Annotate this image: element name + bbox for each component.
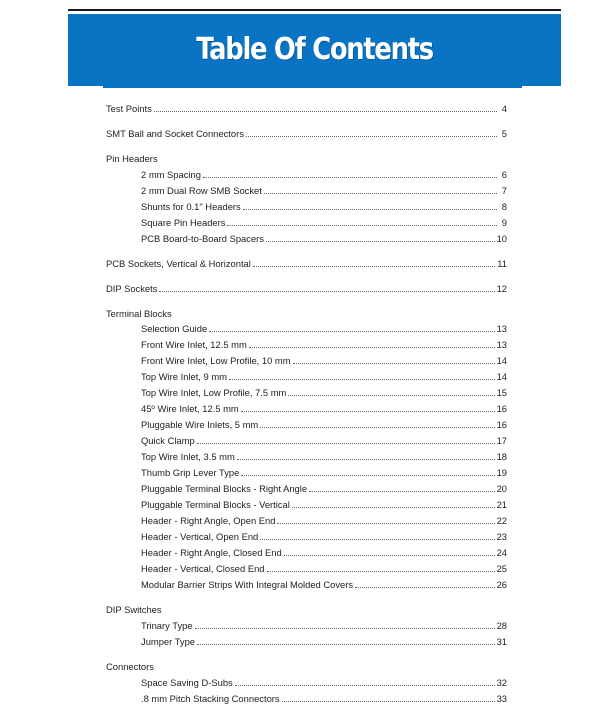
toc-entry-label: Jumper Type (141, 636, 196, 647)
banner-stripe-thin (103, 86, 522, 88)
toc-entry[interactable] (141, 677, 507, 688)
top-rule (68, 9, 561, 11)
toc-leader-dots (264, 192, 497, 194)
toc-leader-dots (154, 110, 497, 112)
toc-leader-dots (235, 684, 495, 686)
toc-page-number: 4 (501, 103, 507, 114)
toc-leader-dots (195, 627, 495, 629)
toc-entry[interactable] (106, 283, 507, 294)
toc-page-number: 21 (496, 499, 507, 510)
toc-entry-label: 2 mm Dual Row SMB Socket (141, 185, 262, 196)
toc-entry[interactable] (141, 419, 507, 430)
toc-leader-dots (309, 490, 495, 492)
toc-section-heading (106, 604, 162, 615)
toc-page-number: 14 (496, 355, 507, 366)
toc-entry-label: Square Pin Headers (141, 217, 226, 228)
toc-entry-label: 2 mm Spacing (141, 169, 201, 180)
toc-entry-label: Header - Vertical, Closed End (141, 563, 265, 574)
toc-page-number: 18 (496, 451, 507, 462)
toc-leader-dots (249, 346, 495, 348)
toc-entry[interactable] (141, 201, 507, 212)
toc-entry-label: Top Wire Inlet, Low Profile, 7.5 mm (141, 387, 287, 398)
toc-entry[interactable] (141, 371, 507, 382)
toc-leader-dots (282, 700, 495, 702)
toc-leader-dots (246, 135, 497, 137)
toc-page-number: 9 (501, 217, 507, 228)
toc-leader-dots (203, 176, 497, 178)
toc-entry[interactable] (141, 387, 507, 398)
toc-entry[interactable] (141, 515, 507, 526)
toc-entry[interactable] (141, 339, 507, 350)
toc-leader-dots (260, 538, 494, 540)
toc-entry[interactable] (141, 531, 507, 542)
toc-page-number: 6 (501, 169, 507, 180)
toc-entry-label: Space Saving D-Subs (141, 677, 233, 688)
toc-entry-label: Pin Headers (106, 153, 158, 164)
toc-leader-dots (293, 362, 495, 364)
toc-leader-dots (241, 474, 494, 476)
toc-page-number: 22 (496, 515, 507, 526)
toc-entry[interactable] (141, 467, 507, 478)
toc-page-number: 23 (496, 531, 507, 542)
toc-entry-label: Header - Right Angle, Open End (141, 515, 276, 526)
toc-leader-dots (237, 458, 495, 460)
toc-entry-label: Modular Barrier Strips With Integral Molded Covers (141, 579, 354, 590)
toc-entry[interactable] (141, 636, 507, 647)
toc-entry-label: .8 mm Pitch Stacking Connectors (141, 693, 280, 704)
toc-page-number: 28 (496, 620, 507, 631)
toc-page-number: 25 (496, 563, 507, 574)
toc-page-number: 20 (496, 483, 507, 494)
toc-entry-label: Pluggable Terminal Blocks - Right Angle (141, 483, 308, 494)
toc-entry[interactable] (141, 499, 507, 510)
toc-entry-label: Header - Vertical, Open End (141, 531, 259, 542)
toc-entry[interactable] (141, 169, 507, 180)
toc-leader-dots (284, 554, 495, 556)
toc-section-heading (106, 153, 158, 164)
banner-stripe-thick (103, 76, 522, 80)
toc-leader-dots (288, 394, 494, 396)
toc-leader-dots (209, 330, 494, 332)
toc-entry-label: Connectors (106, 661, 154, 672)
toc-leader-dots (266, 240, 495, 242)
toc-entry-label: Front Wire Inlet, Low Profile, 10 mm (141, 355, 291, 366)
toc-leader-dots (197, 643, 495, 645)
toc-entry-label: Selection Guide (141, 323, 208, 334)
toc-entry-label: Pluggable Wire Inlets, 5 mm (141, 419, 259, 430)
toc-entry-label: DIP Sockets (106, 283, 158, 294)
toc-entry[interactable] (106, 258, 507, 269)
toc-page-number: 16 (496, 419, 507, 430)
toc-page-number: 19 (496, 467, 507, 478)
toc-entry[interactable] (141, 451, 507, 462)
toc-leader-dots (159, 290, 494, 292)
toc-leader-dots (241, 410, 495, 412)
toc-entry[interactable] (141, 355, 507, 366)
toc-entry-label: PCB Board-to-Board Spacers (141, 233, 264, 244)
toc-leader-dots (253, 265, 495, 267)
toc-entry-label: Top Wire Inlet, 3.5 mm (141, 451, 235, 462)
toc-leader-dots (260, 426, 494, 428)
toc-entry[interactable] (141, 403, 507, 414)
toc-page-number: 7 (501, 185, 507, 196)
toc-page-number: 8 (501, 201, 507, 212)
toc-page-number: 13 (496, 339, 507, 350)
page-title: Table Of Contents (196, 32, 433, 67)
toc-entry-label: 45º Wire Inlet, 12.5 mm (141, 403, 239, 414)
toc-entry-label: Test Points (106, 103, 152, 114)
toc-entry-label: Header - Right Angle, Closed End (141, 547, 282, 558)
toc-page-number: 14 (496, 371, 507, 382)
toc-leader-dots (229, 378, 495, 380)
toc-page-number: 15 (496, 387, 507, 398)
toc-page-number: 33 (496, 693, 507, 704)
toc-entry[interactable] (141, 483, 507, 494)
toc-section-heading (106, 308, 172, 319)
toc-entry-label: SMT Ball and Socket Connectors (106, 128, 244, 139)
toc-page-number: 24 (496, 547, 507, 558)
toc-page-number: 17 (496, 435, 507, 446)
toc-entry-label: Front Wire Inlet, 12.5 mm (141, 339, 247, 350)
toc-entry[interactable] (141, 579, 507, 590)
toc-entry[interactable] (106, 128, 507, 139)
toc-leader-dots (243, 208, 497, 210)
toc-leader-dots (197, 442, 495, 444)
toc-section-heading (106, 661, 154, 672)
toc-entry[interactable] (106, 103, 507, 114)
toc-entry[interactable] (141, 547, 507, 558)
toc-entry[interactable] (141, 217, 507, 228)
toc-page-number: 12 (496, 283, 507, 294)
toc-entry-label: Thumb Grip Lever Type (141, 467, 240, 478)
toc-page-number: 5 (501, 128, 507, 139)
toc-entry-label: DIP Switches (106, 604, 162, 615)
toc-leader-dots (227, 224, 497, 226)
toc-entry[interactable] (141, 233, 507, 244)
toc-page-number: 31 (496, 636, 507, 647)
toc-page-number: 10 (496, 233, 507, 244)
toc-entry-label: Top Wire Inlet, 9 mm (141, 371, 227, 382)
toc-leader-dots (267, 570, 495, 572)
toc-page-number: 11 (497, 258, 507, 269)
toc-entry[interactable] (141, 620, 507, 631)
toc-entry[interactable] (141, 693, 507, 704)
toc-leader-dots (292, 506, 495, 508)
toc-entry-label: Pluggable Terminal Blocks - Vertical (141, 499, 290, 510)
toc-leader-dots (277, 522, 494, 524)
toc-entry[interactable] (141, 435, 507, 446)
toc-entry-label: Quick Clamp (141, 435, 195, 446)
toc-page-number: 13 (496, 323, 507, 334)
toc-entry-label: PCB Sockets, Vertical & Horizontal (106, 258, 251, 269)
toc-entry[interactable] (141, 185, 507, 196)
toc-entry[interactable] (141, 563, 507, 574)
toc-leader-dots (355, 586, 495, 588)
toc-entry-label: Trinary Type (141, 620, 193, 631)
toc-page-number: 32 (496, 677, 507, 688)
toc-page-number: 26 (496, 579, 507, 590)
toc-entry-label: Shunts for 0.1" Headers (141, 201, 241, 212)
toc-entry[interactable] (141, 323, 507, 334)
toc-entry-label: Terminal Blocks (106, 308, 172, 319)
toc-page-number: 16 (496, 403, 507, 414)
